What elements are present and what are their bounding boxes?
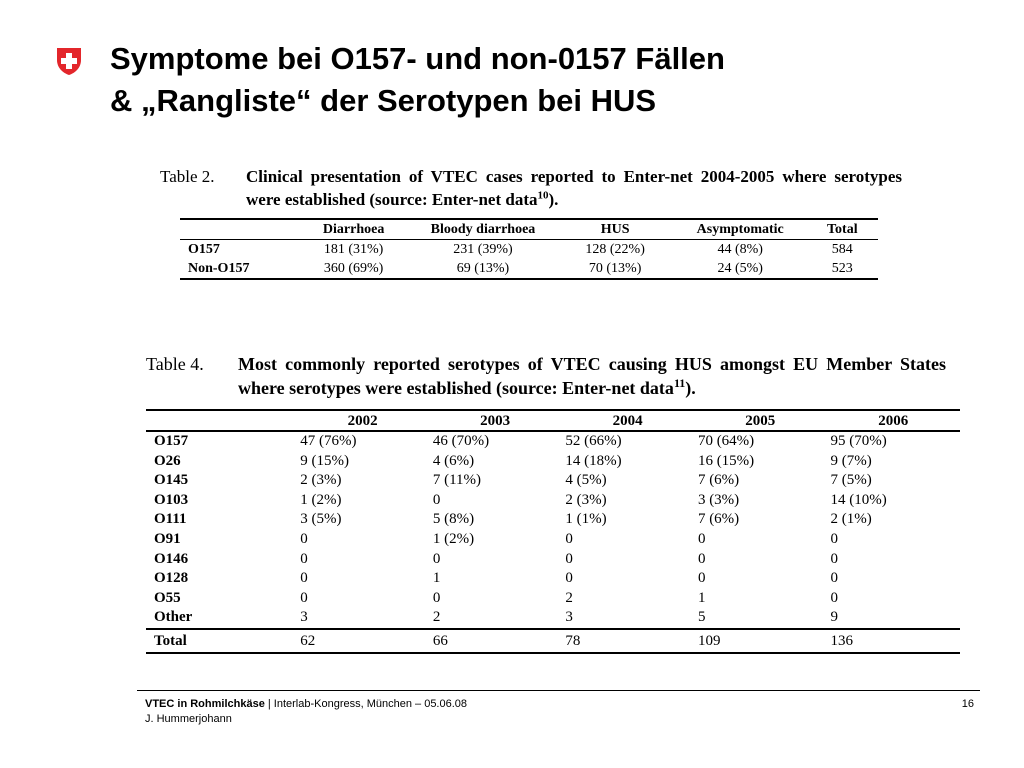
table-row xyxy=(146,608,960,629)
table2-header-row xyxy=(180,219,878,240)
table2-caption-ref: 10 xyxy=(537,189,549,202)
footer-title-rest: | Interlab-Kongress, München – 05.06.08 xyxy=(264,698,468,710)
table-row xyxy=(146,589,960,609)
table-cell: 1 xyxy=(697,589,706,606)
table-cell: 0 xyxy=(565,570,573,587)
table-cell: 2 xyxy=(432,609,441,626)
table2-header-cell: Asymptomatic xyxy=(674,219,807,240)
table2-label: Table 2. xyxy=(160,167,215,186)
table4-caption-end: ). xyxy=(685,378,696,398)
table-row xyxy=(146,530,960,550)
table-cell: 14 (10%) xyxy=(830,491,887,508)
table2-caption xyxy=(160,165,902,211)
table4-caption-text xyxy=(238,352,946,400)
row-label: O128 xyxy=(154,570,189,587)
table-cell: 2 (3%) xyxy=(300,472,342,489)
footer-title xyxy=(145,697,467,712)
table-cell: 62 xyxy=(300,632,316,649)
table-cell: 16 (15%) xyxy=(697,452,755,469)
row-label: O145 xyxy=(154,472,189,489)
table-cell: 0 xyxy=(432,550,441,567)
table-cell: 9 (7%) xyxy=(830,452,872,469)
table-cell: 14 (18%) xyxy=(565,452,622,469)
table-cell: 9 xyxy=(830,609,838,626)
table-cell: 0 xyxy=(300,570,308,587)
table-row xyxy=(146,510,960,530)
table4-header-cell: 2003 xyxy=(480,413,511,429)
table-cell: 0 xyxy=(432,491,441,508)
table-cell: 2 xyxy=(565,589,573,606)
table-cell: 78 xyxy=(565,632,581,649)
row-label: O103 xyxy=(154,491,189,508)
table-cell: 0 xyxy=(830,570,838,587)
table-cell: 0 xyxy=(565,530,573,547)
row-label: O55 xyxy=(154,589,181,606)
table2-header-cell: HUS xyxy=(556,219,674,240)
table-cell: 0 xyxy=(830,589,838,606)
table-cell: 7 (6%) xyxy=(697,472,740,489)
table-cell: 0 xyxy=(300,589,308,606)
table-cell: 0 xyxy=(300,550,308,567)
table2-header-cell: Diarrhoea xyxy=(298,219,410,240)
table-cell: 1 (2%) xyxy=(432,530,475,547)
footer-title-bold: VTEC in Rohmilchkäse xyxy=(145,698,265,710)
table2 xyxy=(180,218,878,280)
table-cell: 584 xyxy=(831,242,853,257)
table-cell: 47 (76%) xyxy=(300,433,357,449)
table4-header-row xyxy=(146,410,960,431)
table-cell: 9 (15%) xyxy=(300,452,350,469)
table-cell: 5 (8%) xyxy=(432,511,475,528)
table-cell: 4 (6%) xyxy=(432,452,475,469)
table-row xyxy=(146,550,960,570)
table-cell: 0 xyxy=(830,550,838,567)
table-cell: 69 (13%) xyxy=(456,261,510,276)
table-cell: 181 (31%) xyxy=(323,242,384,257)
table-cell: 0 xyxy=(697,570,706,587)
table-row xyxy=(146,431,960,452)
table-cell: 24 (5%) xyxy=(717,261,763,276)
table-cell: 0 xyxy=(830,530,838,547)
table4 xyxy=(146,409,960,654)
table4-header-cell: 2006 xyxy=(878,413,909,429)
row-label: Total xyxy=(154,632,187,649)
table-row xyxy=(146,491,960,511)
table2-caption-main: Clinical presentation of VTEC cases reported to Enter-net 2004-2005 where serotypes were established (source: Enter-net data xyxy=(246,167,902,209)
table-row xyxy=(146,569,960,589)
table4-header-cell: 2005 xyxy=(745,413,776,429)
table2-header-cell: Total xyxy=(807,219,878,240)
table-cell: 1 (2%) xyxy=(300,491,342,508)
table-cell: 95 (70%) xyxy=(830,433,887,449)
table4-caption-ref: 11 xyxy=(673,376,686,390)
table2-caption-text xyxy=(246,165,902,211)
table2-caption-end: ). xyxy=(548,190,559,209)
table4-caption xyxy=(146,352,946,400)
table-cell: 0 xyxy=(697,530,706,547)
table-cell: 3 xyxy=(300,609,308,626)
table-cell: 7 (6%) xyxy=(697,511,740,528)
swiss-cross-shield-icon xyxy=(53,45,85,77)
table2-header-cell xyxy=(180,219,298,240)
row-label: O157 xyxy=(154,433,189,449)
table-cell: 3 xyxy=(565,609,573,626)
row-label: O157 xyxy=(188,242,220,257)
row-label: O26 xyxy=(154,452,181,469)
table4-header-cell xyxy=(146,410,296,431)
table4-label: Table 4. xyxy=(146,354,204,374)
table-row xyxy=(180,259,878,279)
table-row xyxy=(180,240,878,260)
table-cell: 109 xyxy=(697,632,721,649)
table-cell: 1 xyxy=(432,570,441,587)
table-cell: 0 xyxy=(432,589,441,606)
footer xyxy=(145,697,467,727)
table-cell: 70 (13%) xyxy=(588,261,642,276)
footer-author: J. Hummerjohann xyxy=(145,713,232,725)
table-cell: 136 xyxy=(830,632,853,649)
table4-header-cell: 2004 xyxy=(612,413,643,429)
table-cell: 44 (8%) xyxy=(717,242,763,257)
table-cell: 1 (1%) xyxy=(565,511,607,528)
table-cell: 2 (1%) xyxy=(830,511,872,528)
row-label: O146 xyxy=(154,550,189,567)
row-label: Non-O157 xyxy=(188,261,250,276)
table-cell: 3 (3%) xyxy=(697,491,740,508)
table-row xyxy=(146,452,960,472)
table4-body xyxy=(146,431,960,653)
table-cell: 5 xyxy=(697,609,706,626)
table-row xyxy=(146,471,960,491)
table-cell: 360 (69%) xyxy=(323,261,384,276)
table-cell: 0 xyxy=(565,550,573,567)
total-row xyxy=(146,629,960,653)
row-label: O111 xyxy=(154,511,187,528)
page-number: 16 xyxy=(961,698,974,710)
table-cell: 2 (3%) xyxy=(565,491,607,508)
table-cell: 3 (5%) xyxy=(300,511,342,528)
table-cell: 4 (5%) xyxy=(565,472,607,489)
table-cell: 7 (11%) xyxy=(432,472,482,489)
row-label: O91 xyxy=(154,530,181,547)
table4-caption-main: Most commonly reported serotypes of VTEC causing HUS amongst EU Member States where serotypes were established (source: Enter-net data xyxy=(238,354,946,398)
title-line-1: Symptome bei O157- und non-0157 Fällen xyxy=(110,41,725,76)
table-cell: 46 (70%) xyxy=(432,433,490,449)
page-title xyxy=(110,38,990,122)
table-cell: 523 xyxy=(831,261,853,276)
row-label: Other xyxy=(154,609,193,626)
table-cell: 0 xyxy=(697,550,706,567)
title-line-2: & „Rangliste“ der Serotypen bei HUS xyxy=(110,83,657,118)
footer-divider xyxy=(137,690,980,691)
table2-header-cell: Bloody diarrhoea xyxy=(410,219,557,240)
table-cell: 7 (5%) xyxy=(830,472,872,489)
table-cell: 52 (66%) xyxy=(565,433,622,449)
table-cell: 0 xyxy=(300,530,308,547)
table-cell: 66 xyxy=(432,632,448,649)
table-cell: 70 (64%) xyxy=(697,433,755,449)
table4-header-cell: 2002 xyxy=(347,413,378,429)
table-cell: 128 (22%) xyxy=(585,242,645,257)
table-cell: 231 (39%) xyxy=(453,242,513,257)
